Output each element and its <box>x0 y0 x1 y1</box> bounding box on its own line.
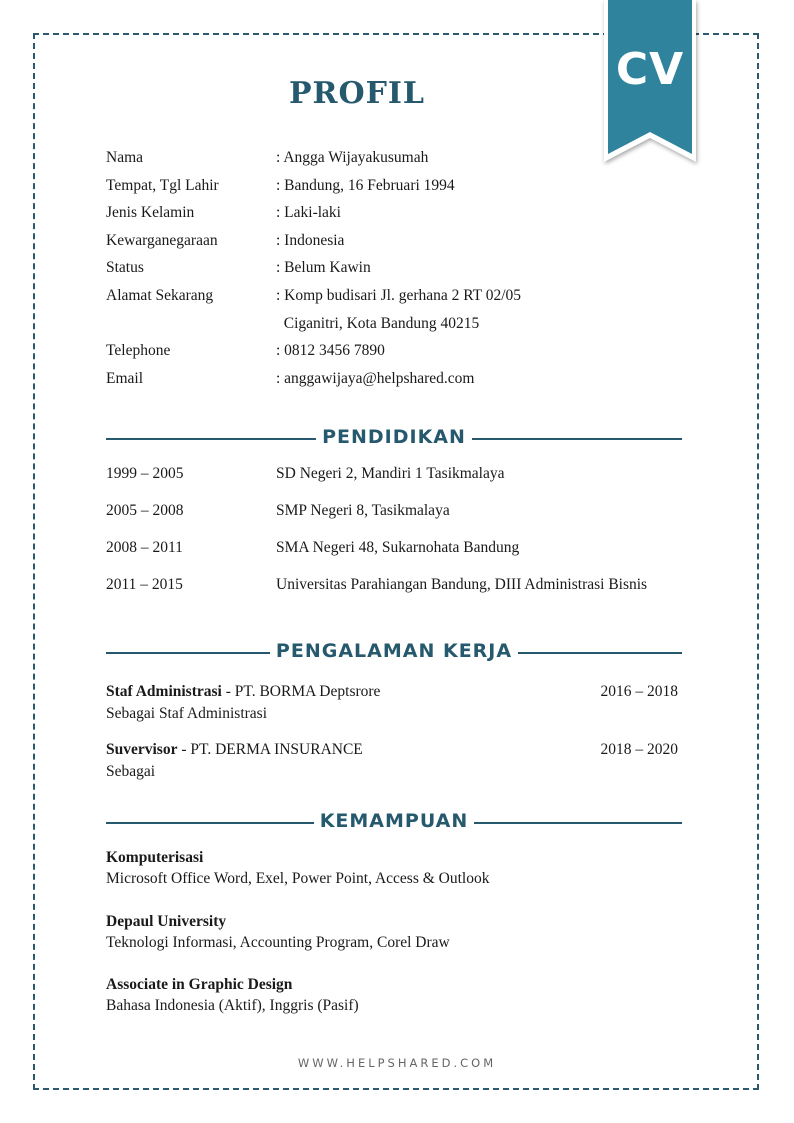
profile-value: : Indonesia <box>276 231 345 249</box>
skill-entry <box>106 913 450 952</box>
education-school: Universitas Parahiangan Bandung, DIII Administrasi Bisnis <box>276 576 648 593</box>
education-row <box>106 539 706 561</box>
education-school: SMP Negeri 8, Tasikmalaya <box>276 502 450 519</box>
job-entry <box>106 741 678 785</box>
education-years: 2008 – 2011 <box>106 539 183 556</box>
ribbon-text: CV <box>615 44 685 95</box>
profile-value: : Angga Wijayakusumah <box>276 149 429 166</box>
job-company: - PT. DERMA INSURANCE <box>177 741 363 758</box>
education-years: 1999 – 2005 <box>106 465 184 482</box>
skill-entry <box>106 976 359 1015</box>
profile-value: : Bandung, 16 Februari 1994 <box>276 176 455 194</box>
profile-row <box>106 232 706 260</box>
job-entry <box>106 683 678 727</box>
skill-entry <box>106 849 489 888</box>
profile-row <box>106 149 706 177</box>
profile-row <box>106 342 706 370</box>
education-school: SMA Negeri 48, Sukarnohata Bandung <box>276 539 520 556</box>
education-years: 2005 – 2008 <box>106 502 184 519</box>
profile-value: : Laki-laki <box>276 204 341 222</box>
profile-value: : 0812 3456 7890 <box>276 342 385 360</box>
job-description: Sebagai <box>106 763 156 780</box>
page-title: PROFIL <box>288 76 426 111</box>
profile-label: Alamat Sekarang <box>106 286 214 304</box>
profile-label: Tempat, Tgl Lahir <box>106 176 219 194</box>
profile-label: Jenis Kelamin <box>106 204 195 222</box>
job-role: Staf Administrasi <box>106 683 222 700</box>
skill-title: Komputerisasi <box>106 849 204 866</box>
section-title: PENDIDIKAN <box>316 426 472 448</box>
profile-label: Status <box>106 259 144 277</box>
skill-description: Teknologi Informasi, Accounting Program, Corel Draw <box>106 934 450 951</box>
section-heading-skills <box>106 810 682 834</box>
profile-row <box>106 259 706 287</box>
footer-website: WWW.HELPSHARED.COM <box>297 1056 497 1070</box>
profile-value: Ciganitri, Kota Bandung 40215 <box>276 314 480 332</box>
profile-row <box>106 370 706 398</box>
skill-title: Depaul University <box>106 913 227 930</box>
job-description: Sebagai Staf Administrasi <box>106 705 268 722</box>
profile-row <box>106 287 706 315</box>
education-row <box>106 465 706 487</box>
profile-label: Telephone <box>106 342 171 360</box>
education-row <box>106 576 706 598</box>
section-heading-experience <box>106 640 682 664</box>
profile-table <box>106 149 706 397</box>
section-title: PENGALAMAN KERJA <box>270 640 518 662</box>
profile-value: : Belum Kawin <box>276 259 371 277</box>
section-title: KEMAMPUAN <box>314 810 475 832</box>
profile-label: Email <box>106 369 144 387</box>
skill-description: Bahasa Indonesia (Aktif), Inggris (Pasif) <box>106 997 359 1014</box>
job-company: - PT. BORMA Deptsrore <box>221 683 381 700</box>
skill-description: Microsoft Office Word, Exel, Power Point, Access & Outlook <box>106 870 490 887</box>
skill-title: Associate in Graphic Design <box>106 976 293 993</box>
profile-label: Kewarganegaraan <box>106 231 218 249</box>
profile-row <box>106 177 706 205</box>
education-school: SD Negeri 2, Mandiri 1 Tasikmalaya <box>276 465 505 482</box>
profile-value: : Komp budisari Jl. gerhana 2 RT 02/05 <box>276 286 522 304</box>
profile-row <box>106 315 706 343</box>
job-role: Suvervisor <box>106 741 178 758</box>
profile-row <box>106 204 706 232</box>
section-heading-education <box>106 426 682 450</box>
job-period: 2016 – 2018 <box>600 683 678 700</box>
education-years: 2011 – 2015 <box>106 576 183 593</box>
profile-label: Nama <box>106 149 144 166</box>
education-row <box>106 502 706 524</box>
job-period: 2018 – 2020 <box>600 741 678 758</box>
profile-value: : anggawijaya@helpshared.com <box>276 369 475 387</box>
